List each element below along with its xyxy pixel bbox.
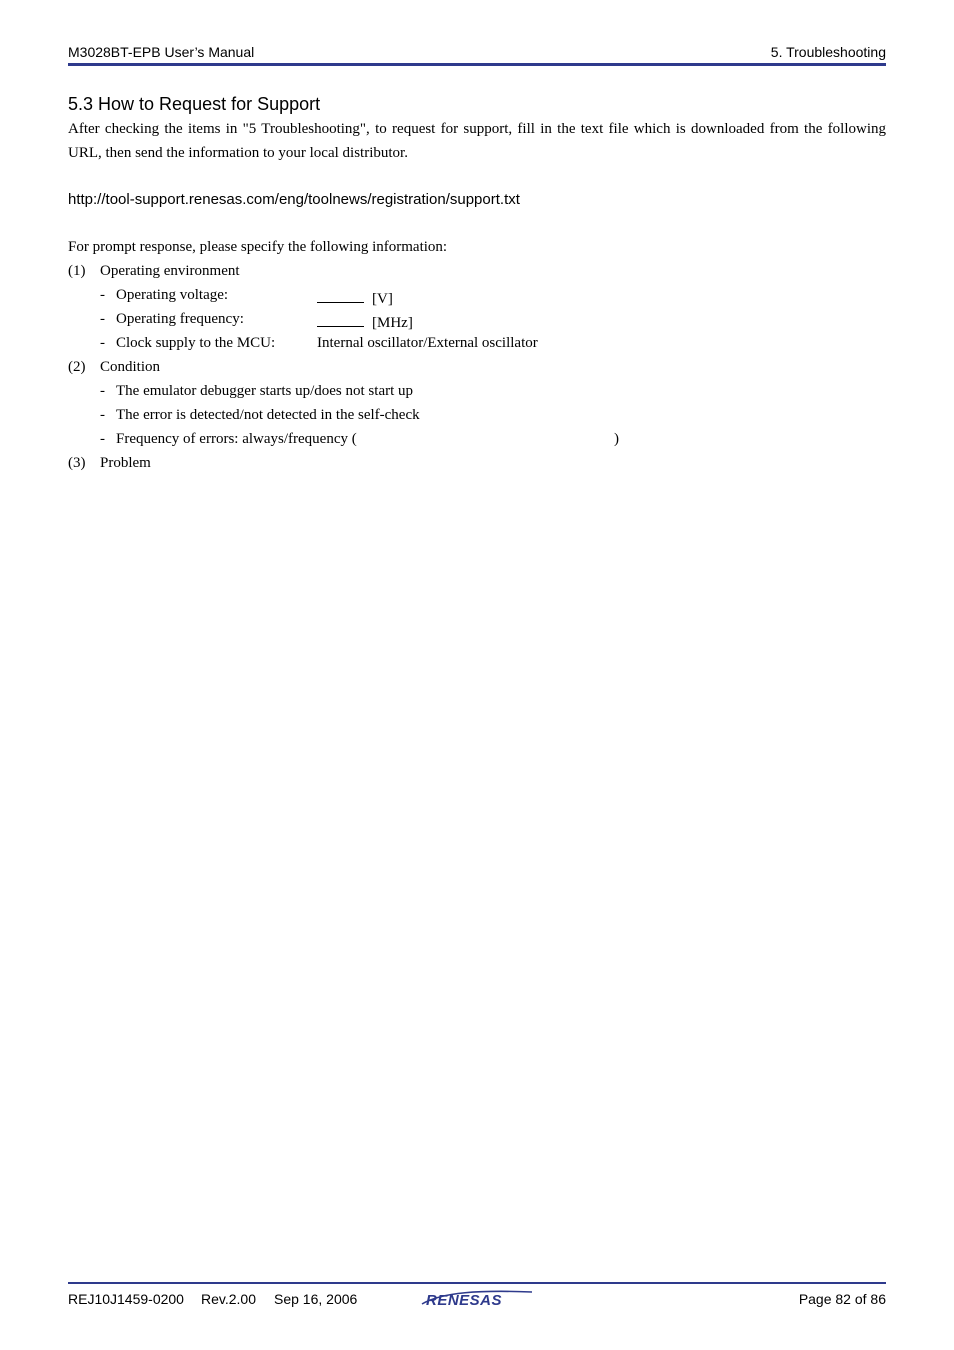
- subitem-error-frequency: Frequency of errors: always/frequency (: [116, 431, 357, 447]
- subitem-dash: -: [100, 383, 105, 399]
- subitem-label-voltage: Operating voltage:: [116, 287, 229, 303]
- footer-revision: Rev.2.00: [201, 1291, 256, 1307]
- item-number: (3): [68, 455, 86, 471]
- frequency-field: [317, 311, 413, 332]
- item-number: (1): [68, 263, 86, 279]
- intro-paragraph: After checking the items in "5 Troubleshooting", to request for support, fill in the text file which is downloaded from the following URL, then send the information to your local distributor.: [68, 121, 886, 161]
- section-title: 5.3 How to Request for Support: [68, 94, 321, 114]
- header-manual-title: M3028BT-EPB User’s Manual: [68, 44, 255, 60]
- header-rule: [68, 63, 886, 66]
- header-chapter-title: 5. Troubleshooting: [770, 44, 886, 60]
- error-frequency-close-paren: ): [614, 431, 619, 447]
- footer-date: Sep 16, 2006: [274, 1291, 358, 1307]
- item-label: Operating environment: [100, 263, 240, 279]
- subitem-dash: -: [100, 431, 105, 447]
- subitem-label-frequency: Operating frequency:: [116, 311, 244, 327]
- voltage-blank: [317, 287, 364, 303]
- subitem-dash: -: [100, 335, 105, 351]
- support-url[interactable]: http://tool-support.renesas.com/eng/toolnews/registration/support.txt: [68, 191, 520, 208]
- footer-rule: [68, 1282, 886, 1284]
- renesas-logo-text: RENESAS: [426, 1292, 503, 1309]
- renesas-logo-icon: [420, 1289, 534, 1309]
- prompt-text: For prompt response, please specify the following information:: [68, 239, 448, 255]
- frequency-blank: [317, 311, 364, 327]
- footer-page-number: Page 82 of 86: [798, 1291, 886, 1307]
- footer-doc-id: REJ10J1459-0200: [68, 1291, 184, 1307]
- subitem-dash: -: [100, 311, 105, 327]
- subitem-startup: The emulator debugger starts up/does not start up: [116, 383, 414, 399]
- voltage-field: [317, 287, 393, 308]
- voltage-unit: [V]: [372, 291, 393, 307]
- item-label: Problem: [100, 455, 151, 471]
- subitem-label-clock: Clock supply to the MCU:: [116, 335, 276, 351]
- clock-value: Internal oscillator/External oscillator: [317, 335, 538, 351]
- subitem-dash: -: [100, 407, 105, 423]
- item-label: Condition: [100, 359, 161, 375]
- frequency-unit: [MHz]: [372, 315, 413, 331]
- item-number: (2): [68, 359, 86, 375]
- subitem-dash: -: [100, 287, 105, 303]
- subitem-selfcheck: The error is detected/not detected in the self-check: [116, 407, 420, 423]
